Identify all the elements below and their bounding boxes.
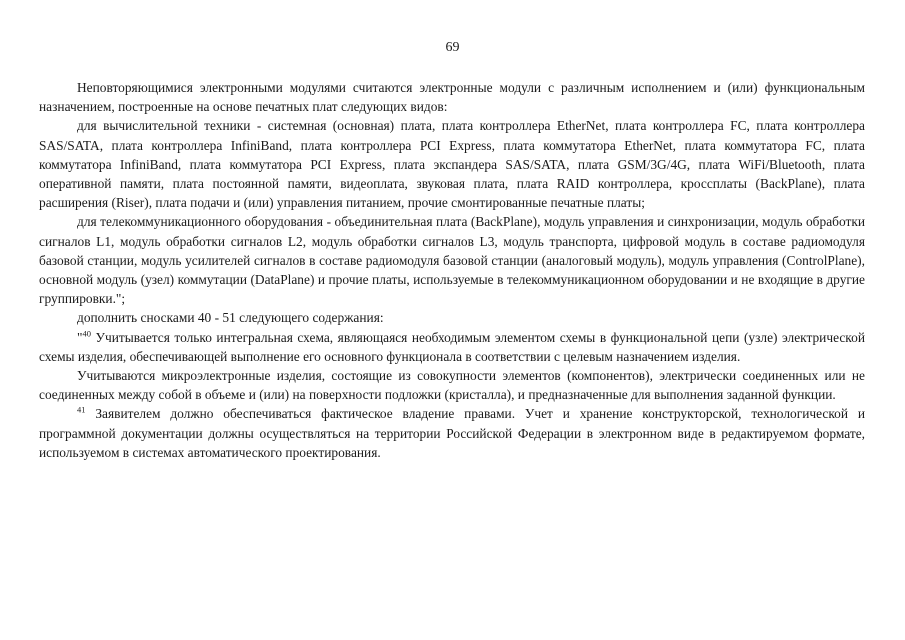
document-body <box>39 78 865 462</box>
paragraph-text: Учитываются микроэлектронные изделия, состоящие из совокупности элементов (компонентов), электрически соединенных или не соединенных между собой в объеме и (или) на поверхности подложки (кристалла), и предназначенные для выполнения заданной функции. <box>39 368 865 403</box>
paragraph-text: Неповторяющимися электронными модулями считаются электронные модули с различным исполнением и (или) функциональным назначением, построенные на основе печатных плат следующих видов: <box>39 80 865 115</box>
paragraph-nonrepeating-modules <box>39 78 865 116</box>
paragraph-text: Учитывается только интегральная схема, являющаяся необходимым элементом схемы в функциональной цепи (узле) электрической схемы изделия, обеспечивающей выполнение его основного функционала в соответствии с целевым назначением изделия. <box>39 329 865 364</box>
footnote-marker-40: 40 <box>82 328 91 339</box>
paragraph-text: дополнить сносками 40 - 51 следующего содержания: <box>77 310 384 326</box>
footnote-marker-41: 41 <box>77 404 86 415</box>
page-number: 69 <box>445 40 460 55</box>
paragraph-text: для телекоммуникационного оборудования - объединительная плата (BackPlane), модуль управления и синхронизации, модуль обработки сигналов L1, модуль обработки сигналов L2, модуль обработки сигналов L3, модуль транспорта, цифровой модуль в составе радиомодуля базовой станции, модуль усилителей сигналов в составе радиомодуля базовой станции (аналоговый модуль), модуль управления (ControlPlane), основной модуль (узел) коммутации (DataPlane) и прочие платы, используемые в телекоммуникационном оборудовании и не входящие в другие группировки."; <box>39 214 865 307</box>
paragraph-computing-boards <box>39 116 865 212</box>
footnote-40 <box>39 328 865 366</box>
paragraph-telecom-boards <box>39 212 865 308</box>
paragraph-text: Заявителем должно обеспечиваться фактическое владение правами. Учет и хранение конструкторской, технологической и программной документации должны осуществляться на территории Российской Федерации в электронном виде в редактируемом формате, используемом в системах автоматического проектирования. <box>39 406 865 460</box>
paragraph-footnotes-intro <box>39 308 865 327</box>
footnote-41 <box>39 404 865 462</box>
paragraph-text: для вычислительной техники - системная (основная) плата, плата контроллера EtherNet, плата контроллера FC, плата контроллера SAS/SATA, плата контроллера InfiniBand, плата контроллера PCI Express, плата коммутатора EtherNet, плата коммутатора FC, плата коммутатора InfiniBand, плата коммутатора PCI Express, плата экспандера SAS/SATA, плата GSM/3G/4G, плата WiFi/Bluetooth, плата оперативной памяти, плата постоянной памяти, видеоплата, звуковая плата, плата RAID контроллера, кроссплаты (BackPlane), плата расширения (Riser), плата подачи и (или) управления питанием, прочие смонтированные печатные платы; <box>39 118 865 211</box>
paragraph-microelectronics <box>39 366 865 404</box>
quote-mark: " <box>77 329 83 345</box>
